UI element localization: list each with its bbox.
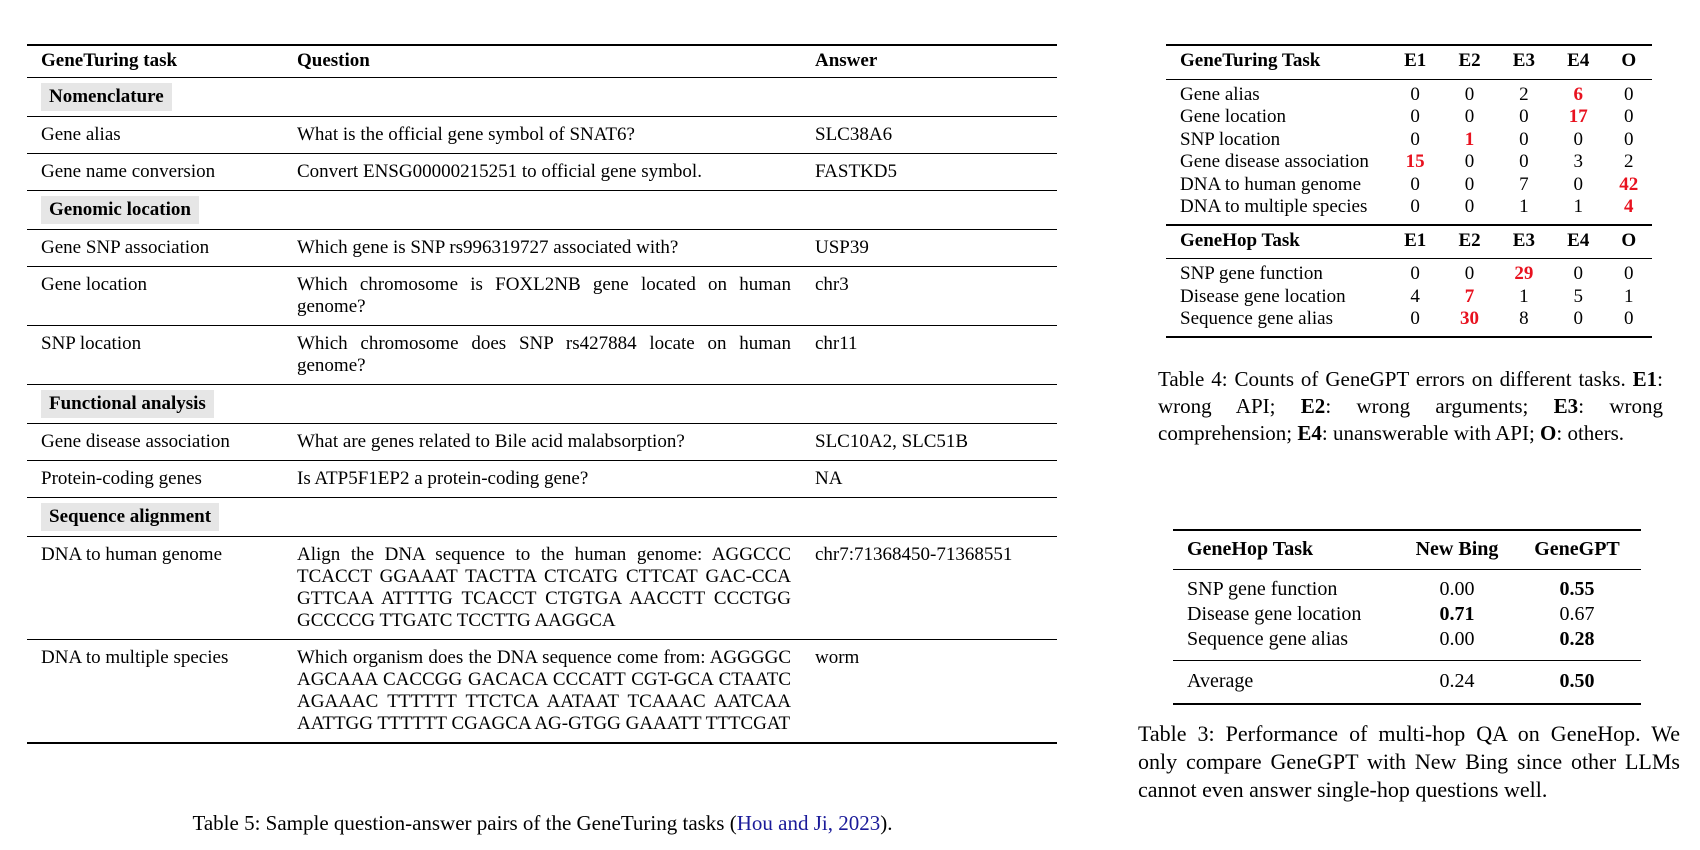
average-label: Average [1187,670,1254,692]
table-3-grid [1173,529,1641,705]
count-cell: 0 [1410,308,1420,329]
question-cell: What are genes related to Bile acid malabsorption? [297,431,685,452]
header-error-e1: E1 [1404,229,1427,251]
task-cell: Sequence gene alias [1187,628,1349,650]
header-error-e4: E4 [1567,229,1590,251]
answer-cell: chr3 [815,274,849,295]
task-cell: SNP location [1180,128,1281,150]
count-cell: 4 [1410,285,1420,307]
caption-e2: E2 [1300,394,1326,418]
new-bing-cell: 0.00 [1439,578,1475,600]
question-cell: Which chromosome is FOXL2NB gene located on human genome? [297,274,791,317]
count-cell: 6 [1573,83,1583,105]
task-cell: Gene SNP association [41,237,210,258]
table-row [27,230,1057,267]
table-row [1166,308,1652,337]
answer-cell: SLC38A6 [815,124,893,145]
count-cell: 0 [1519,151,1529,172]
count-cell: 0 [1519,106,1529,127]
count-cell: 5 [1573,285,1583,307]
caption-text-end: ). [880,811,893,835]
question-cell: What is the official gene symbol of SNAT6? [297,124,635,145]
table-row [1166,129,1652,152]
count-cell: 0 [1623,128,1634,150]
table-row [1166,196,1652,225]
category-row [27,498,1057,537]
task-cell: Gene location [1180,106,1287,127]
citation-link[interactable] [737,811,881,835]
count-cell: 0 [1410,173,1420,195]
caption-e3: E3 [1553,394,1579,418]
table-5-caption [0,810,1085,837]
task-cell: Gene location [41,274,148,295]
category-row [27,191,1057,230]
table-row [1166,259,1652,286]
count-cell: 2 [1519,83,1529,105]
count-cell: 1 [1573,196,1583,217]
header-question: Question [297,50,370,71]
count-cell: 0 [1519,128,1529,150]
genegpt-cell: 0.55 [1559,578,1595,600]
count-cell: 0 [1464,173,1475,195]
count-cell: 29 [1514,263,1534,284]
count-cell: 15 [1405,151,1425,172]
task-cell: SNP gene function [1180,263,1323,284]
task-cell: DNA to human genome [41,544,223,565]
category-label: Genomic location [41,196,199,224]
answer-cell: SLC10A2, SLC51B [815,431,969,452]
count-cell: 8 [1519,308,1529,329]
header-task: GeneTuring Task [1180,50,1321,71]
count-cell: 1 [1519,196,1529,217]
count-cell: 17 [1568,106,1588,127]
caption-text: Table 5: Sample question-answer pairs of the GeneTuring tasks ( [192,811,737,835]
caption-o: O [1540,421,1557,445]
count-cell: 0 [1573,128,1583,150]
task-cell: SNP location [41,333,142,354]
header-error-e3: E3 [1512,229,1535,251]
table-4-header-row [1166,225,1652,259]
task-cell: DNA to multiple species [1180,196,1368,217]
task-cell: DNA to multiple species [41,647,229,668]
table-4-grid [1166,44,1652,338]
count-cell: 0 [1410,83,1420,105]
caption-e1: E1 [1632,367,1658,391]
question-cell: Which organism does the DNA sequence come from: AGGGGC AGCAAA CACCGG GACACA CCCATT CGT-GCA CTAATC AGAAAC TTTTTT TTCTCA AATAAT TCAAAC AATCAA AATTGG TTTTTT CGAGCA AG-GTGG GAAATT TTTCGAT [297,647,791,734]
table-row [27,154,1057,191]
question-cell: Is ATP5F1EP2 a protein-coding gene? [297,468,589,489]
count-cell: 0 [1573,173,1583,195]
table-5 [27,44,1057,744]
table-row [1173,570,1641,603]
count-cell: 42 [1619,173,1639,195]
header-error-o: O [1621,229,1637,251]
table-row [27,424,1057,461]
category-label: Nomenclature [41,83,172,111]
header-error-e3: E3 [1512,50,1535,71]
count-cell: 4 [1623,196,1634,217]
genegpt-cell: 0.67 [1559,603,1595,625]
caption-e2-text: : wrong arguments; [1325,394,1554,418]
question-cell: Convert ENSG00000215251 to official gene symbol. [297,161,702,182]
count-cell: 0 [1464,263,1475,284]
header-task: GeneHop Task [1180,229,1300,251]
caption-e3-text: : wrong comprehension; [1158,394,1663,445]
count-cell: 1 [1464,128,1475,150]
caption-e4-text: : unanswerable with API; [1321,421,1541,445]
caption-e1-text: : wrong API; [1158,367,1663,418]
count-cell: 0 [1623,263,1634,284]
table-row [1166,286,1652,309]
count-cell: 0 [1410,263,1420,284]
table-4 [1166,44,1652,338]
average-new-bing: 0.24 [1439,670,1475,692]
count-cell: 3 [1573,151,1583,172]
genegpt-cell: 0.28 [1559,628,1595,650]
table-4-caption [1158,366,1663,447]
table-row [27,117,1057,154]
table-row [1166,174,1652,197]
count-cell: 1 [1623,285,1634,307]
header-task: GeneHop Task [1187,538,1314,560]
answer-cell: chr11 [815,333,858,354]
table-3-header-row [1173,530,1641,570]
header-task: GeneTuring task [41,50,178,71]
table-row [27,537,1057,640]
table-3-caption: Table 3: Performance of multi-hop QA on GeneHop. We only compare GeneGPT with New Bing since other LLMs cannot even answer single-hop questions well. [1138,721,1680,802]
task-cell: SNP gene function [1187,578,1338,600]
citation-separator: , [827,811,839,835]
count-cell: 30 [1460,308,1480,329]
task-cell: Gene disease association [41,431,230,452]
header-error-e2: E2 [1458,229,1481,251]
answer-cell: chr7:71368450-71368551 [815,544,1013,565]
count-cell: 0 [1410,196,1420,217]
table-row [1173,602,1641,627]
caption-o-text: : others. [1556,421,1625,445]
average-row [1173,661,1641,705]
category-label: Functional analysis [41,390,214,418]
header-error-e2: E2 [1458,50,1481,71]
count-cell: 0 [1410,106,1420,127]
count-cell: 7 [1464,285,1475,307]
table-row [27,326,1057,385]
task-cell: Gene disease association [1180,151,1369,172]
table-row [27,461,1057,498]
count-cell: 0 [1573,308,1583,329]
new-bing-cell: 0.71 [1439,603,1475,625]
task-cell: Disease gene location [1187,603,1362,625]
citation-year[interactable]: 2023 [838,811,881,835]
caption-lead: Table 4: Counts of GeneGPT errors on different tasks. [1158,367,1633,391]
count-cell: 2 [1623,151,1634,172]
header-new-bing: New Bing [1415,538,1499,560]
count-cell: 0 [1410,128,1420,150]
answer-cell: NA [815,468,843,489]
count-cell: 0 [1464,151,1475,172]
count-cell: 0 [1623,308,1634,329]
question-cell: Which chromosome does SNP rs427884 locate on human genome? [297,333,791,376]
question-cell: Align the DNA sequence to the human genome: AGGCCC TCACCT GGAAAT TACTTA CTCATG CTTCAT GAC-CCA GTTCAA ATTTTG TCACCT CTGTGA AACCTT CCCTGG GCCCCG TTGATC TCCTTG AAGGCA [297,544,791,631]
task-cell: Protein-coding genes [41,468,202,489]
header-error-e4: E4 [1567,50,1590,71]
count-cell: 0 [1464,83,1475,105]
table-row [1173,627,1641,661]
table-row [27,267,1057,326]
count-cell: 7 [1519,173,1529,195]
table-row [27,640,1057,744]
task-cell: Gene name conversion [41,161,216,182]
task-cell: Gene alias [41,124,121,145]
task-cell: DNA to human genome [1180,173,1362,195]
average-genegpt: 0.50 [1559,670,1595,692]
header-error-e1: E1 [1404,50,1427,71]
table-row [1166,79,1652,106]
table-5-grid [27,44,1057,744]
count-cell: 0 [1573,263,1583,284]
count-cell: 0 [1464,106,1475,127]
table-3 [1173,529,1641,705]
count-cell: 0 [1623,83,1634,105]
header-error-o: O [1621,50,1637,71]
caption-e4: E4 [1297,421,1322,445]
header-genegpt: GeneGPT [1534,538,1620,560]
category-row [27,78,1057,117]
count-cell: 0 [1464,196,1475,217]
new-bing-cell: 0.00 [1439,628,1475,650]
count-cell: 1 [1519,285,1529,307]
count-cell: 0 [1623,106,1634,127]
task-cell: Sequence gene alias [1180,308,1333,329]
table-5-header-row [27,45,1057,78]
answer-cell: USP39 [815,237,869,258]
table-4-header-row [1166,45,1652,79]
citation-author[interactable]: Hou and Ji [736,811,828,835]
category-label: Sequence alignment [41,503,219,531]
question-cell: Which gene is SNP rs996319727 associated with? [297,237,679,258]
table-row [1166,151,1652,174]
task-cell: Gene alias [1180,83,1260,105]
task-cell: Disease gene location [1180,285,1346,307]
answer-cell: worm [815,647,860,668]
header-answer: Answer [815,50,878,71]
category-row [27,385,1057,424]
table-row [1166,106,1652,129]
answer-cell: FASTKD5 [815,161,897,182]
